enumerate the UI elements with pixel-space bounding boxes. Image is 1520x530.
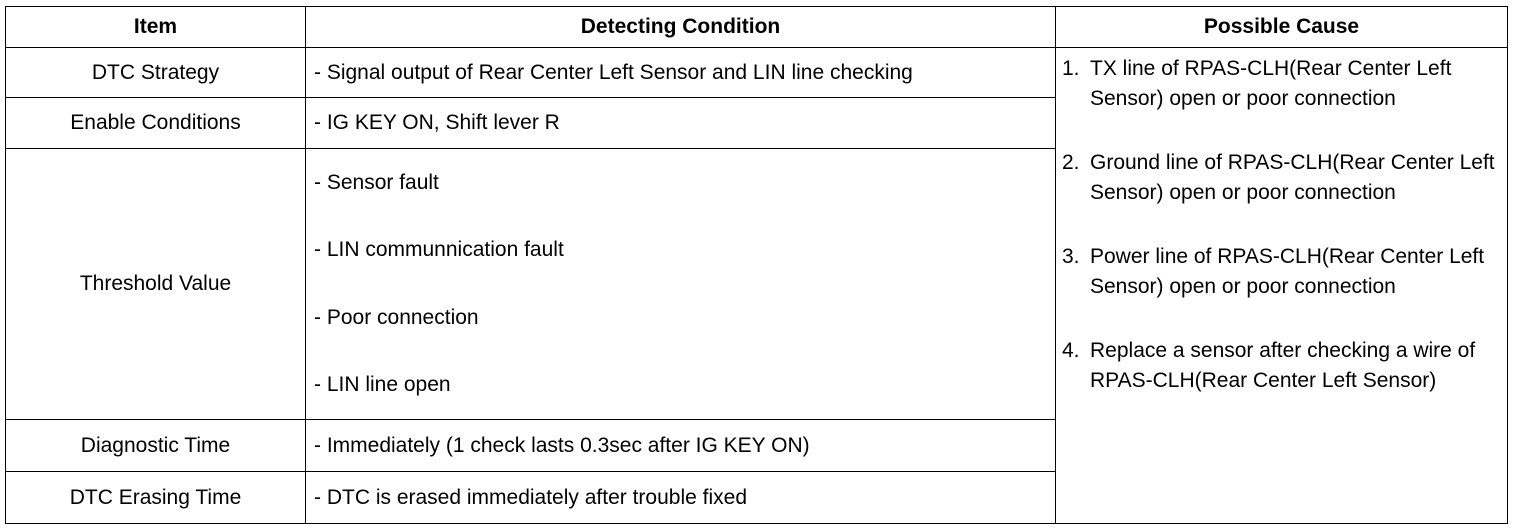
threshold-condition: - Poor connection: [314, 305, 479, 329]
header-condition: Detecting Condition: [306, 7, 1056, 48]
condition-threshold-value: [306, 149, 1056, 420]
condition-enable-conditions: - IG KEY ON, Shift lever R: [306, 98, 1056, 149]
cause-text: Ground line of RPAS-CLH(Rear Center Left Sensor) open or poor connection: [1090, 151, 1495, 204]
item-dtc-strategy: DTC Strategy: [6, 48, 306, 98]
item-diagnostic-time: Diagnostic Time: [6, 420, 306, 472]
cause-item: [1062, 336, 1501, 396]
item-enable-conditions: Enable Conditions: [6, 98, 306, 149]
table-row: [6, 48, 1508, 98]
cause-text: Power line of RPAS-CLH(Rear Center Left Sensor) open or poor connection: [1090, 245, 1485, 298]
cause-number: 2.: [1062, 151, 1080, 174]
cause-text: TX line of RPAS-CLH(Rear Center Left Sensor) open or poor connection: [1090, 57, 1452, 110]
condition-dtc-erasing-time: - DTC is erased immediately after trouble fixed: [306, 472, 1056, 524]
header-cause: Possible Cause: [1056, 7, 1508, 48]
cause-text: Replace a sensor after checking a wire of RPAS-CLH(Rear Center Left Sensor): [1090, 339, 1476, 392]
cause-item: [1062, 54, 1501, 114]
cause-number: 4.: [1062, 339, 1080, 362]
threshold-condition: - LIN communnication fault: [314, 238, 564, 262]
cause-number: 3.: [1062, 245, 1080, 268]
item-dtc-erasing-time: DTC Erasing Time: [6, 472, 306, 524]
condition-diagnostic-time: - Immediately (1 check lasts 0.3sec after IG KEY ON): [306, 420, 1056, 472]
cause-item: [1062, 242, 1501, 302]
dtc-table: [5, 6, 1508, 524]
header-item: Item: [6, 7, 306, 48]
cause-number: 1.: [1062, 57, 1080, 80]
threshold-condition: - LIN line open: [314, 373, 451, 397]
header-row: [6, 7, 1508, 48]
condition-dtc-strategy: - Signal output of Rear Center Left Sensor and LIN line checking: [306, 48, 1056, 98]
item-threshold-value: Threshold Value: [6, 149, 306, 420]
possible-causes-cell: [1056, 48, 1508, 524]
cause-item: [1062, 148, 1501, 208]
threshold-condition: - Sensor fault: [314, 170, 439, 194]
